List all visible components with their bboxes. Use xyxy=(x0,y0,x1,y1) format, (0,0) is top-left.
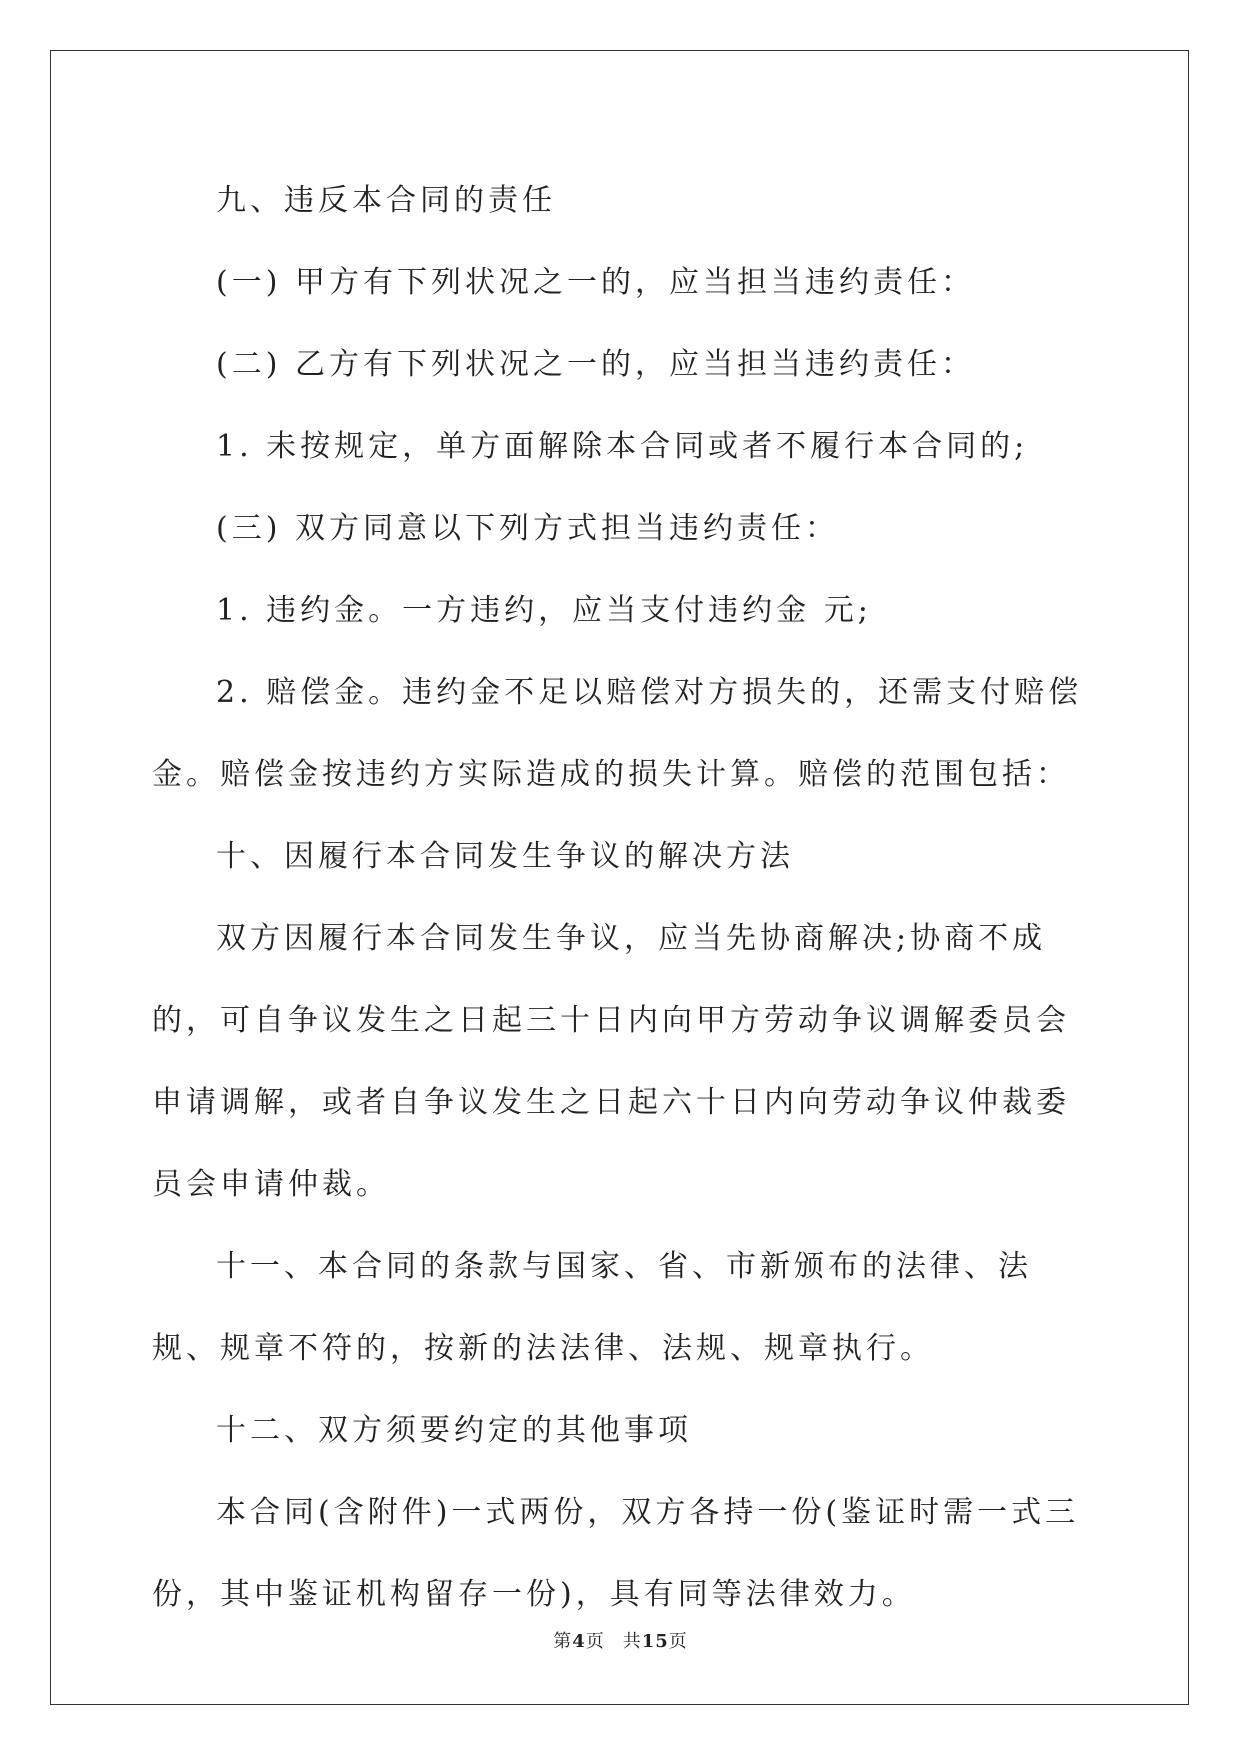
clause-party-a-liability: (一) 甲方有下列状况之一的，应当担当违约责任： xyxy=(216,265,975,300)
page-prefix: 第 xyxy=(553,1631,573,1652)
section-heading-10: 十、因履行本合同发生争议的解决方法 xyxy=(216,839,794,874)
clause-liability-methods: (三) 双方同意以下列方式担当违约责任： xyxy=(216,511,839,546)
page-suffix: 页 xyxy=(585,1631,605,1652)
clause-party-b-liability: (二) 乙方有下列状况之一的，应当担当违约责任： xyxy=(216,347,975,382)
list-item-compensation: 2. 赔偿金。违约金不足以赔偿对方损失的，还需支付赔偿金。赔偿金按违约方实际造成的损失计算。赔偿的范围包括： xyxy=(152,675,1083,792)
page-number: 4 xyxy=(572,1631,586,1652)
page-footer xyxy=(0,1627,1241,1653)
section-11-text: 十一、本合同的条款与国家、省、市新颁布的法律、法规、规章不符的，按新的法法律、法规、规章执行。 xyxy=(152,1249,1032,1366)
copies-clause-text: 本合同(含附件)一式两份，双方各持一份(鉴证时需一式三份，其中鉴证机构留存一份)，具有同等法律效力。 xyxy=(152,1495,1080,1612)
total-prefix: 共 xyxy=(622,1631,642,1652)
list-item-termination: 1. 未按规定，单方面解除本合同或者不履行本合同的; xyxy=(216,429,1029,464)
dispute-resolution-text: 双方因履行本合同发生争议，应当先协商解决;协商不成的，可自争议发生之日起三十日内向甲方劳动争议调解委员会申请调解，或者自争议发生之日起六十日内向劳动争议仲裁委员会申请仲裁。 xyxy=(152,921,1070,1202)
document-body xyxy=(152,160,1090,1636)
total-pages: 15 xyxy=(641,1631,669,1652)
section-heading-12: 十二、双方须要约定的其他事项 xyxy=(216,1413,692,1448)
total-suffix: 页 xyxy=(668,1631,688,1652)
list-item-penalty: 1. 违约金。一方违约，应当支付违约金 元; xyxy=(216,593,872,628)
section-heading-9: 九、违反本合同的责任 xyxy=(216,183,556,218)
